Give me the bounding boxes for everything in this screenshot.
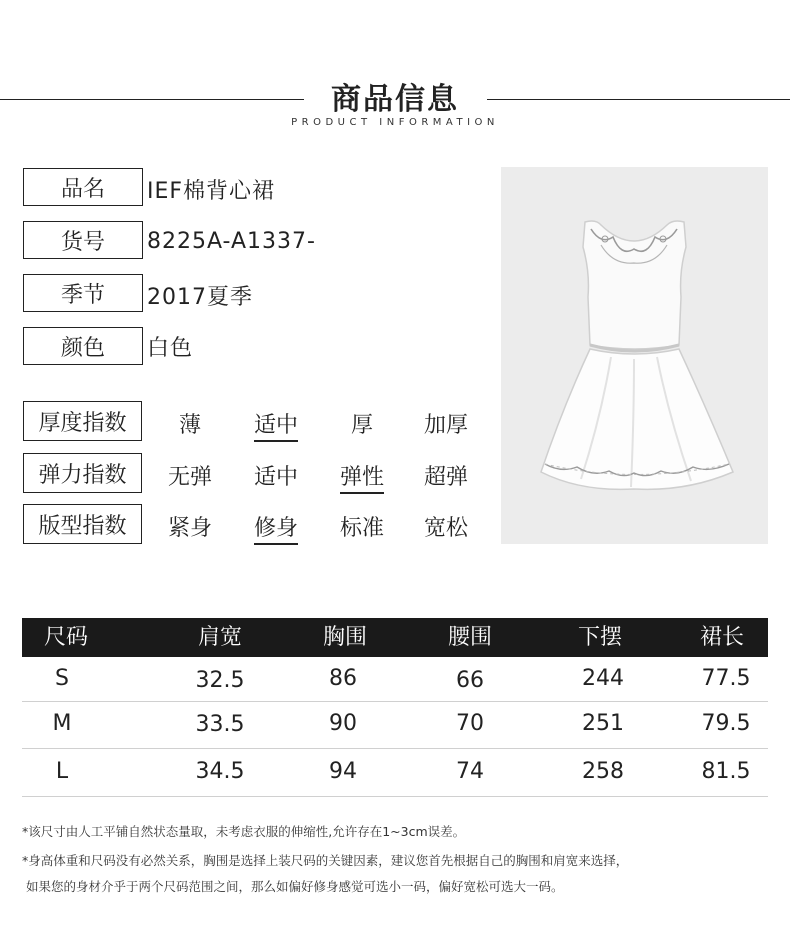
- section-subtitle: PRODUCT INFORMATION: [291, 117, 499, 128]
- info-value-color: 白色: [147, 336, 194, 361]
- table-cell: 70: [456, 711, 484, 736]
- info-label-season: 季节: [23, 274, 143, 312]
- table-cell: 34.5: [195, 759, 245, 784]
- col-header-chest: 胸围: [322, 625, 367, 650]
- info-value-season: 2017夏季: [147, 285, 253, 310]
- table-cell: M: [52, 711, 72, 736]
- thickness-index-label: 厚度指数: [23, 401, 142, 441]
- col-header-waist: 腰围: [447, 625, 492, 650]
- fit-option-loose: 宽松: [423, 516, 468, 541]
- col-header-shoulder: 肩宽: [197, 625, 242, 650]
- fit-index-label: 版型指数: [23, 504, 142, 544]
- table-cell: L: [55, 759, 69, 784]
- table-cell: 32.5: [195, 668, 245, 693]
- thickness-option-thick: 厚: [350, 413, 373, 438]
- table-cell: 33.5: [195, 712, 245, 737]
- info-value-sku: 8225A-A1337-: [147, 229, 316, 254]
- thickness-option-thin: 薄: [178, 413, 201, 438]
- row-divider: [22, 748, 768, 749]
- row-divider: [22, 701, 768, 702]
- table-cell: 90: [329, 711, 357, 736]
- table-cell: 86: [329, 666, 357, 691]
- col-header-size: 尺码: [43, 625, 88, 650]
- info-label-color: 颜色: [23, 327, 143, 365]
- size-advice-note-continued: 如果您的身材介乎于两个尺码范围之间，那么如偏好修身感觉可选小一码，偏好宽松可选大一码。: [26, 879, 564, 894]
- table-cell: 244: [582, 666, 624, 691]
- elasticity-option-stretch: 弹性: [322, 460, 402, 491]
- info-label-sku: 货号: [23, 221, 143, 259]
- size-table-header: [22, 618, 768, 657]
- section-title: 商品信息: [331, 82, 459, 117]
- size-advice-note: *身高体重和尺码没有必然关系，胸围是选择上装尺码的关键因素，建议您首先根据自己的胸围和肩宽来选择，: [22, 853, 629, 868]
- elasticity-option-medium: 适中: [253, 465, 298, 490]
- fit-option-tight: 紧身: [167, 516, 212, 541]
- white-dress-illustration: [501, 167, 768, 544]
- table-cell: 74: [456, 759, 484, 784]
- table-cell: 77.5: [701, 666, 751, 691]
- table-cell: S: [55, 666, 69, 691]
- table-cell: 251: [582, 711, 624, 736]
- row-divider: [22, 796, 768, 797]
- elasticity-index-label: 弹力指数: [23, 453, 142, 493]
- thickness-option-extra-thick: 加厚: [423, 413, 468, 438]
- fit-option-standard: 标准: [339, 516, 384, 541]
- product-photo: [501, 167, 768, 544]
- col-header-length: 裙长: [699, 625, 744, 650]
- col-header-hem: 下摆: [577, 625, 622, 650]
- elasticity-option-none: 无弹: [167, 465, 212, 490]
- table-cell: 66: [456, 668, 484, 693]
- table-cell: 258: [582, 759, 624, 784]
- fit-option-slim: 修身: [236, 511, 316, 542]
- table-cell: 94: [329, 759, 357, 784]
- elasticity-option-super: 超弹: [423, 465, 468, 490]
- info-label-name: 品名: [23, 168, 143, 206]
- info-value-name: IEF棉背心裙: [147, 179, 276, 204]
- measurement-note: *该尺寸由人工平铺自然状态量取，未考虑衣服的伸缩性,允许存在1~3cm误差。: [22, 824, 466, 839]
- table-cell: 79.5: [701, 711, 751, 736]
- thickness-option-medium: 适中: [236, 408, 316, 439]
- table-cell: 81.5: [701, 759, 751, 784]
